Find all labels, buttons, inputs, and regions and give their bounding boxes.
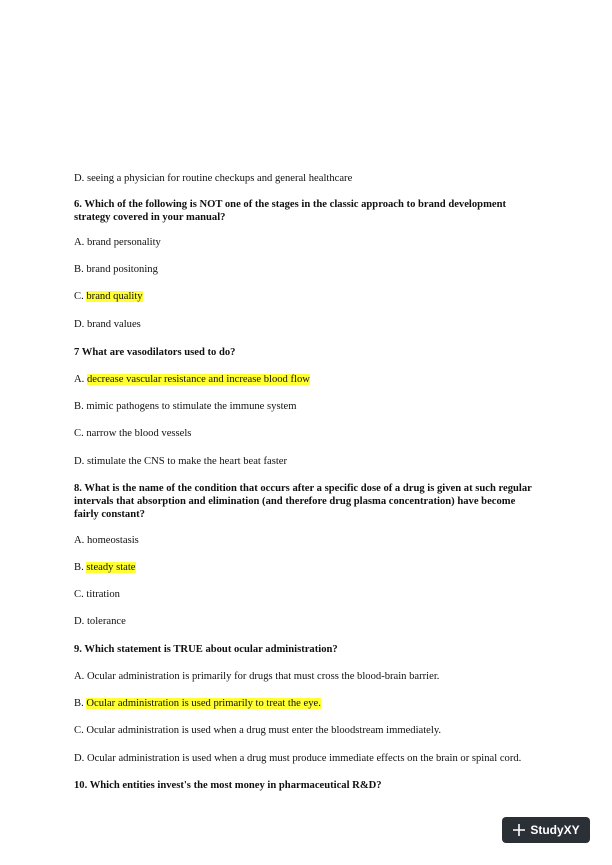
q9-option-a: A. Ocular administration is primarily for drugs that must cross the blood-brain barrier. — [74, 671, 440, 682]
q7-option-b: B. mimic pathogens to stimulate the immune system — [74, 401, 297, 412]
q7-option-a: A. decrease vascular resistance and increase blood flow — [74, 374, 310, 385]
q7-option-c: C. narrow the blood vessels — [74, 428, 192, 439]
question-6: 6. Which of the following is NOT one of the stages in the classic approach to brand development strategy covered in your manual? — [74, 199, 507, 223]
q6-option-c: C. brand quality — [74, 291, 143, 302]
highlighted-answer: steady state — [86, 562, 136, 573]
highlighted-answer: decrease vascular resistance and increase blood flow — [86, 374, 310, 385]
q6-option-d: D. brand values — [74, 319, 141, 330]
q7-option-d: D. stimulate the CNS to make the heart beat faster — [74, 456, 288, 467]
question-9: 9. Which statement is TRUE about ocular administration? — [74, 644, 338, 655]
question-7: 7 What are vasodilators used to do? — [74, 347, 236, 358]
q8-option-a: A. homeostasis — [74, 535, 139, 546]
plus-icon — [512, 823, 526, 837]
q8-option-c: C. titration — [74, 589, 120, 600]
q6-option-b: B. brand positoning — [74, 264, 158, 275]
highlighted-answer: brand quality — [86, 291, 143, 302]
studyxy-badge[interactable] — [502, 817, 590, 843]
q8-option-d: D. tolerance — [74, 616, 126, 627]
q6-option-a: A. brand personality — [74, 237, 161, 248]
q9-option-c: C. Ocular administration is used when a drug must enter the bloodstream immediately. — [74, 725, 442, 736]
question-8: 8. What is the name of the condition that occurs after a specific dose of a drug is given at such regular intervals that absorption and elimination (and therefore drug plasma concentration) have become fairly constant? — [74, 483, 532, 520]
option-prev-d: D. seeing a physician for routine checkups and general healthcare — [74, 173, 353, 184]
q9-option-b: B. Ocular administration is used primarily to treat the eye. — [74, 698, 321, 709]
badge-label: StudyXY — [530, 823, 580, 837]
q9-option-d: D. Ocular administration is used when a drug must produce immediate effects on the brain or spinal cord. — [74, 753, 522, 764]
question-10: 10. Which entities invest's the most money in pharmaceutical R&D? — [74, 780, 382, 791]
highlighted-answer: Ocular administration is used primarily to treat the eye. — [86, 698, 321, 709]
q8-option-b: B. steady state — [74, 562, 136, 573]
